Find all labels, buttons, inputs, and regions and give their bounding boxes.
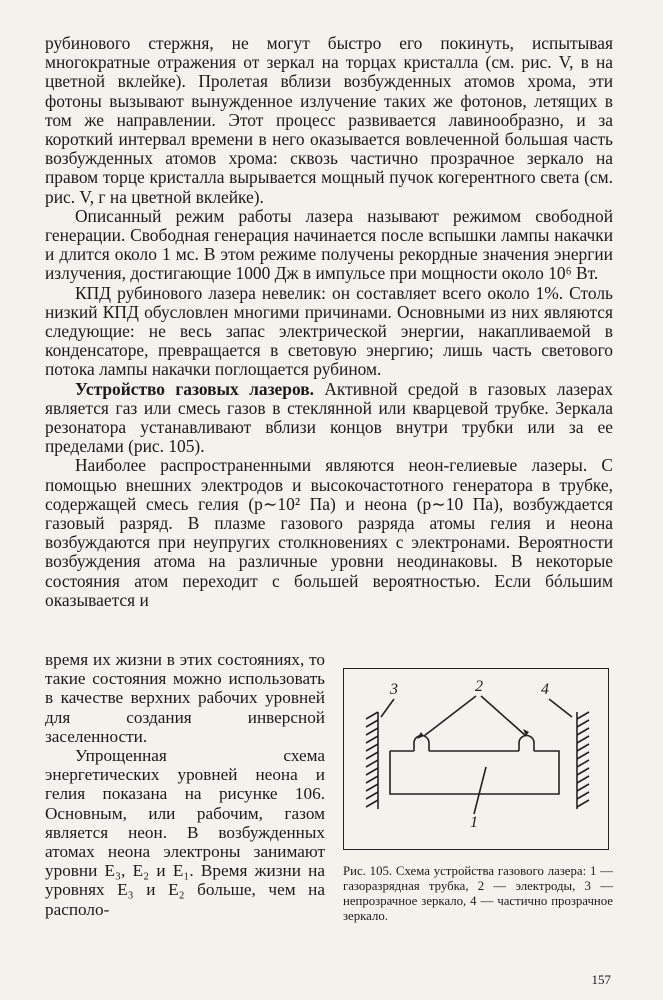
paragraph-ruby-cascade: рубинового стержня, не могут быстро его покинуть, испытывая многократные отражения от зеркал на торцах кристалла (см. рис. V, в на цветной вклейке). Пролетая вблизи возбужденных атомов хрома, эти фотоны вызывают вынужденное излучение таких же фотонов, летящих в том же направлении. Этот процесс развивается лавинообразно, и за короткий интервал времени в него оказывается вовлеченной большая часть возбужденных атомов хрома: сквозь частично прозрачное зеркало на правом торце кристалла вырывается мощный пучок когерентного света (см. рис. V, г на цветной вклейке).	[45, 33, 613, 207]
label-3: 3	[390, 681, 398, 698]
figure-105	[343, 668, 613, 924]
paragraph-lifetime: время их жизни в этих состояниях, то такие состояния можно использовать в качестве верхних рабочих уровней для создания инверсной заселенности.	[45, 650, 325, 746]
label-2: 2	[475, 678, 483, 695]
gas-laser-diagram	[344, 669, 608, 849]
electrode-left	[414, 736, 429, 752]
electrode-right	[519, 736, 534, 752]
narrow-text-column	[45, 650, 325, 919]
label-4: 4	[541, 681, 549, 698]
discharge-tube	[390, 751, 559, 794]
paragraph-free-generation: Описанный режим работы лазера называют режимом свободной генерации. Свободная генерация начинается после вспышки лампы накачки и длится около 1 мс. В этом режиме получены рекордные значения энергии излучения, достигающие 1000 Дж в импульсе при мощности около 10⁶ Вт.	[45, 205, 613, 284]
figure-frame	[343, 668, 609, 850]
main-text-column	[45, 34, 613, 610]
paragraph-neon-helium: Наиболее распространенными являются неон-гелиевые лазеры. С помощью внешних электродов и высокочастотного генератора в трубке, содержащей смесь гелия (p∼10² Па) и неона (p∼10 Па), возбуждается газовый разряд. В плазме газового разряда атомы гелия и неона возбуждаются при неупругих столкновениях с электронами. Вероятности возбуждения атома на различные уровни неодинаковы. В некоторые состояния атом переходит с большей вероятностью. Если бóльшим оказывается и	[45, 455, 613, 610]
paragraph-energy-levels: Упрощенная схема энергетических уровней неона и гелия показана на рисунке 106. Основным, или рабочим, газом является неон. В возбужденных атомах неона электроны занимают уровни E₃, E₂ и E₁. Время жизни на уровнях E₃ и E₂ больше, чем на располо-	[45, 746, 325, 919]
paragraph-gas-lasers	[45, 380, 613, 457]
paragraph-efficiency: КПД рубинового лазера невелик: он составляет всего около 1%. Столь низкий КПД обусловлен многими причинами. Основными из них являются следующие: не весь запас электрической энергии, накапливаемой в конденсаторе, превращается в световую энергию; лишь часть светового потока лампы накачки поглощается рубином.	[45, 282, 613, 380]
label-1: 1	[470, 814, 478, 831]
page-number: 157	[591, 972, 611, 987]
figure-caption: Рис. 105. Схема устройства газового лазера: 1 — газоразрядная трубка, 2 — электроды, 3 — непрозрачное зеркало, 4 — частично прозрачное зеркало.	[343, 864, 613, 923]
section-text: Активной средой в газовых лазерах является газ или смесь газов в стеклянной или кварцевой трубке. Зеркала резонатора устанавливают вблизи концов внутри трубки или за ее пределами (рис. 105).	[45, 378, 613, 457]
section-heading: Устройство газовых лазеров.	[75, 378, 314, 399]
